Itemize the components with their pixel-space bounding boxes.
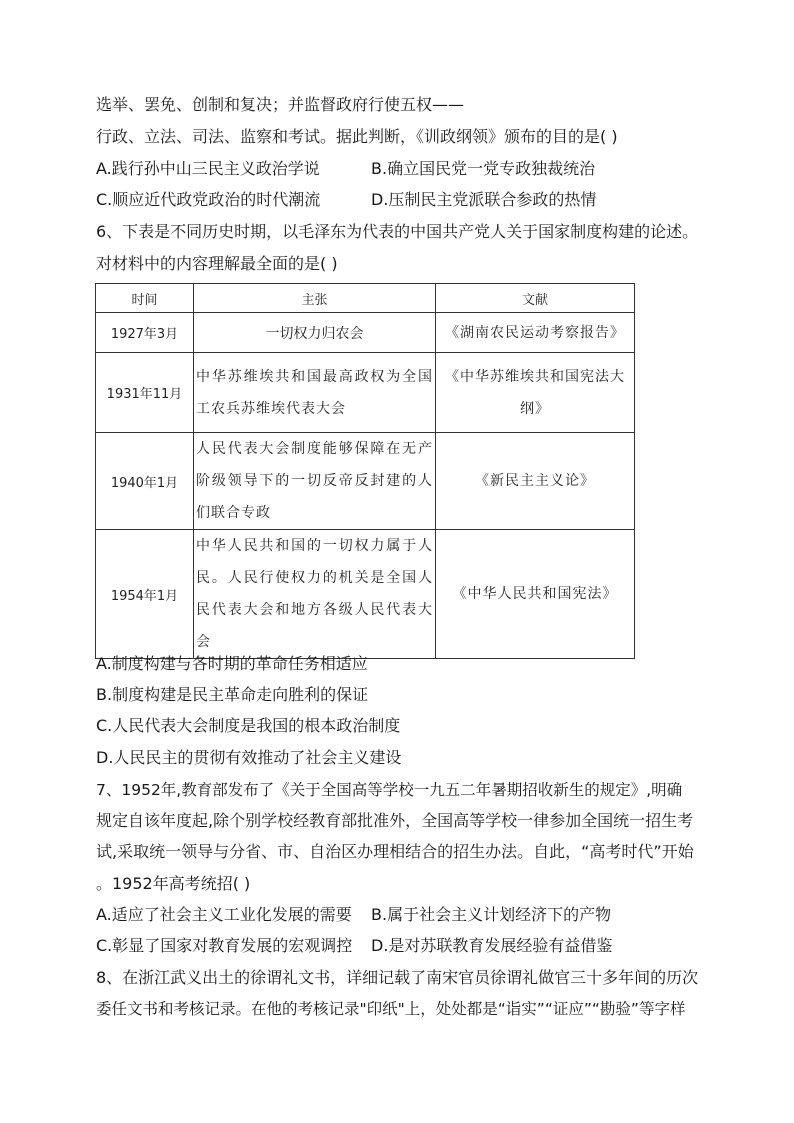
q5-stem-line2: 行政、立法、司法、监察和考试。据此判断，《训政纲领》颁布的目的是( ) bbox=[96, 127, 618, 146]
q7-option-b: B.属于社会主义计划经济下的产物 bbox=[371, 905, 612, 924]
row-time: 1940年1月 bbox=[96, 433, 194, 530]
q6-option-c: C.人民代表大会制度是我国的根本政治制度 bbox=[96, 716, 401, 735]
policy-table bbox=[95, 283, 635, 659]
row-claim: 中华苏维埃共和国最高政权为全国工农兵苏维埃代表大会 bbox=[194, 353, 436, 433]
row-claim: 中华人民共和国的一切权力属于人民。人民行使权力的机关是全国人民代表大会和地方各级人民代表大会 bbox=[194, 530, 436, 659]
q6-option-b: B.制度构建是民主革命走向胜利的保证 bbox=[96, 685, 369, 704]
table-row bbox=[96, 353, 635, 433]
q8-stem-line1: 8、在浙江武义出土的徐谓礼文书，详细记载了南宋官员徐谓礼做官三十多年间的历次 bbox=[96, 968, 699, 987]
q6-stem-line2: 对材料中的内容理解最全面的是( ) bbox=[96, 254, 338, 273]
row-claim: 人民代表大会制度能够保障在无产阶级领导下的一切反帝反封建的人们联合专政 bbox=[194, 433, 436, 530]
row-claim: 一切权力归农会 bbox=[194, 313, 436, 353]
row-time: 1954年1月 bbox=[96, 530, 194, 659]
row-document: 《新民主主义论》 bbox=[436, 433, 635, 530]
q7-stem-line4: 。1952年高考统招( ) bbox=[96, 874, 251, 893]
q8-stem-line2: 委任文书和考核记录。在他的考核记录"印纸"上，处处都是“诣实”“证应”“勘验”等字样 bbox=[96, 1000, 686, 1018]
q7-stem-line3: 试,采取统一领导与分省、市、自治区办理相结合的招生办法。自此，“高考时代”开始 bbox=[96, 842, 694, 861]
q7-stem-line1: 7、1952年,教育部发布了《关于全国高等学校一九五二年暑期招收新生的规定》,明确 bbox=[96, 781, 683, 799]
q7-stem-line2: 规定自该年度起,除个别学校经教育部批准外，全国高等学校一律参加全国统一招生考 bbox=[96, 811, 694, 830]
row-document: 《中华人民共和国宪法》 bbox=[436, 530, 635, 659]
header-document: 文献 bbox=[436, 284, 635, 313]
table-row bbox=[96, 433, 635, 530]
q5-option-a: A.践行孙中山三民主义政治学说 bbox=[96, 159, 320, 178]
row-time: 1927年3月 bbox=[96, 313, 194, 353]
q7-option-c: C.彰显了国家对教育发展的宏观调控 bbox=[96, 936, 353, 955]
table-row bbox=[96, 313, 635, 353]
q5-option-d: D.压制民主党派联合参政的热情 bbox=[371, 190, 597, 209]
q7-option-a: A.适应了社会主义工业化发展的需要 bbox=[96, 905, 352, 924]
table-header-row bbox=[96, 284, 635, 313]
table-row bbox=[96, 530, 635, 659]
q6-option-a: A.制度构建与各时期的革命任务相适应 bbox=[96, 654, 368, 673]
header-time: 时间 bbox=[96, 284, 194, 313]
q5-stem-line1: 选举、罢免、创制和复决；并监督政府行使五权—— bbox=[96, 95, 465, 114]
q5-option-b: B.确立国民党一党专政独裁统治 bbox=[371, 159, 596, 178]
q7-option-d: D.是对苏联教育发展经验有益借鉴 bbox=[371, 936, 613, 955]
row-time: 1931年11月 bbox=[96, 353, 194, 433]
row-document: 《中华苏维埃共和国宪法大纲》 bbox=[436, 353, 635, 433]
q6-stem-line1: 6、下表是不同历史时期，以毛泽东为代表的中国共产党人关于国家制度构建的论述。 bbox=[96, 222, 699, 241]
q5-option-c: C.顺应近代政党政治的时代潮流 bbox=[96, 190, 321, 209]
header-claim: 主张 bbox=[194, 284, 436, 313]
row-document: 《湖南农民运动考察报告》 bbox=[436, 313, 635, 353]
q6-option-d: D.人民民主的贯彻有效推动了社会主义建设 bbox=[96, 748, 402, 767]
